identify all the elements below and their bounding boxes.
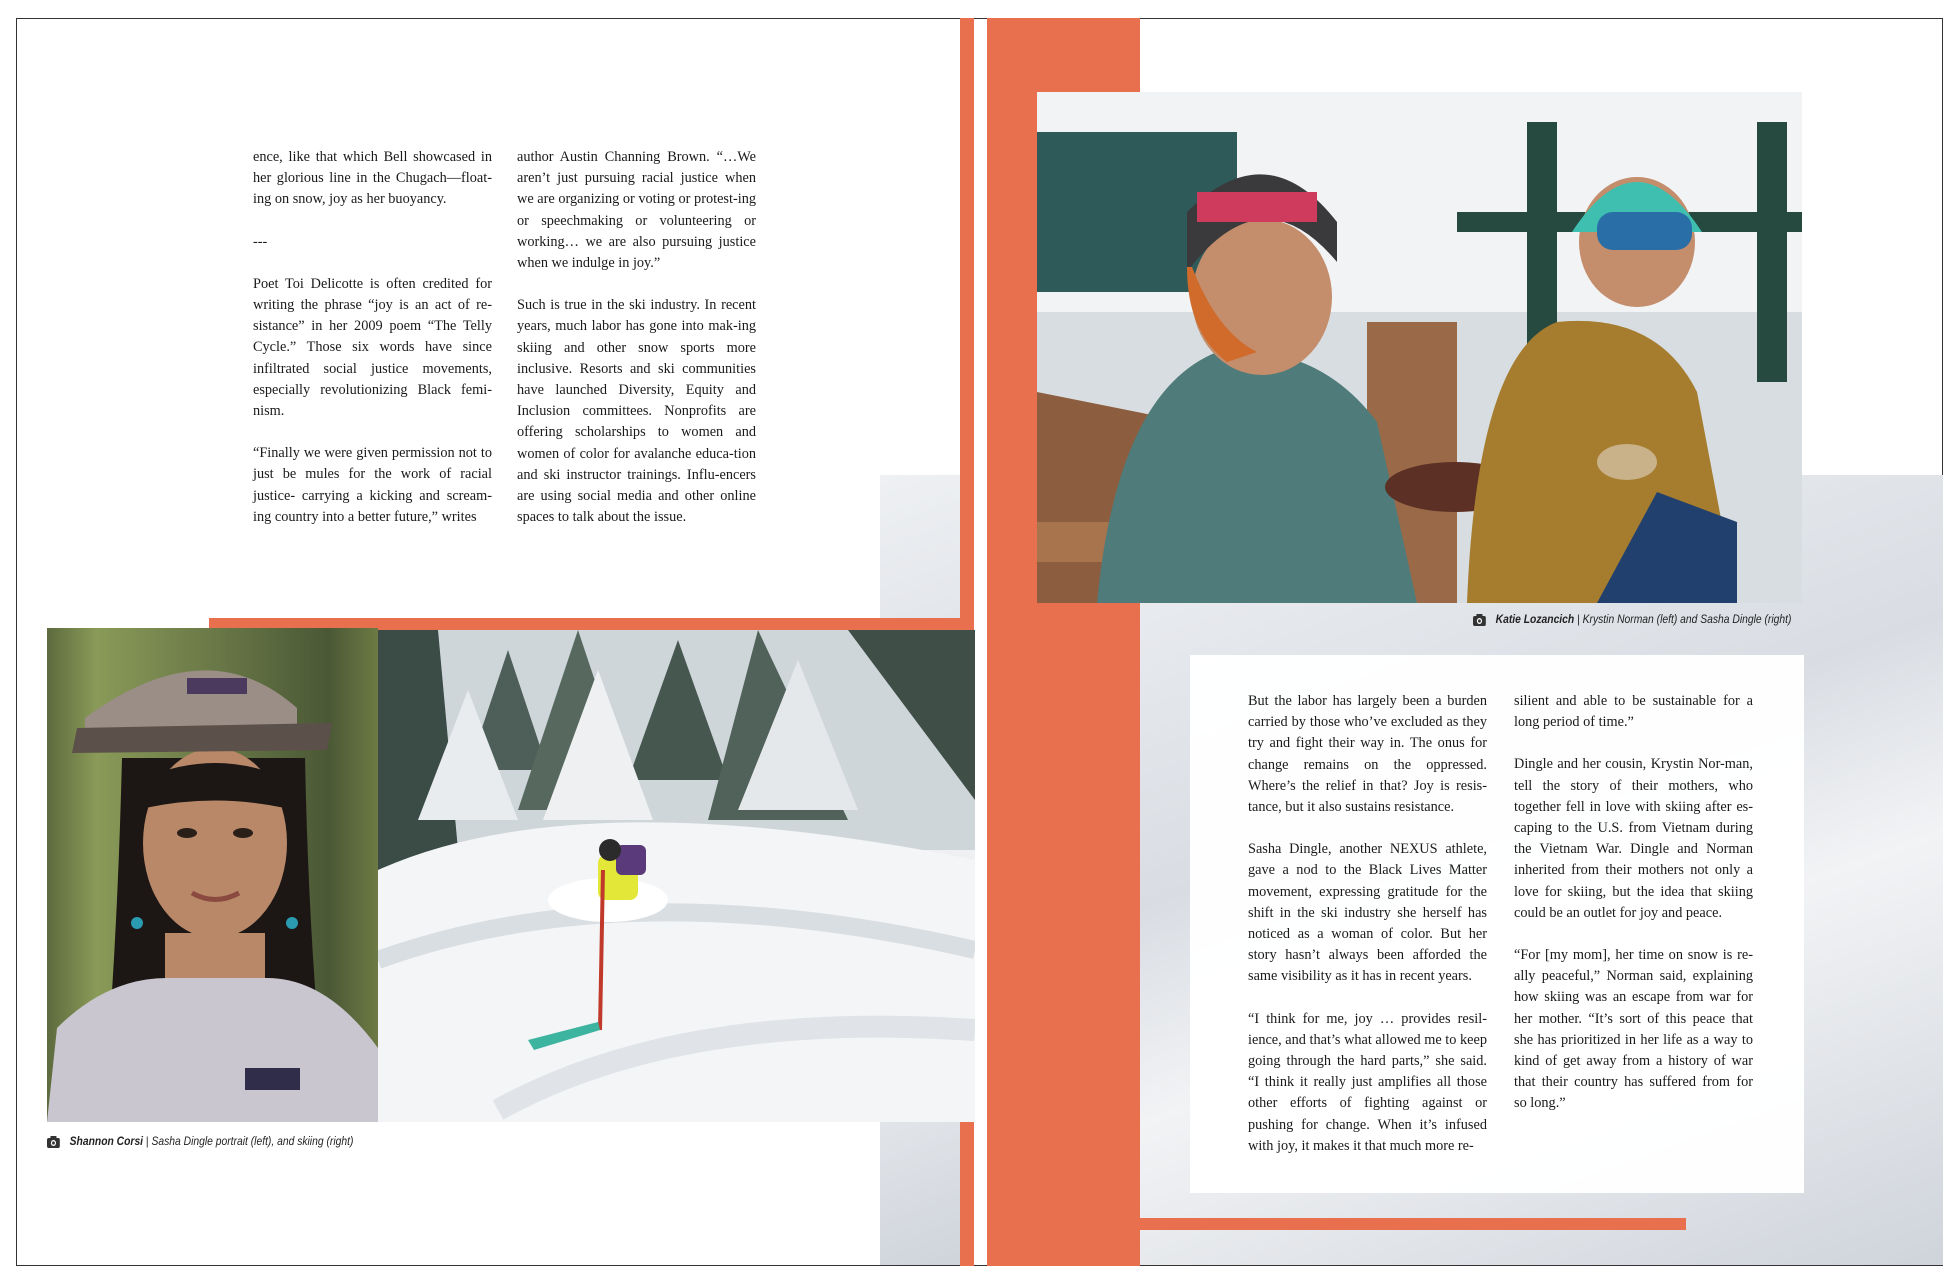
paragraph: ence, like that which Bell showcased in her glorious line in the Chugach—float-ing on snow, joy as her buoyancy. (253, 149, 492, 208)
accent-bar-vertical-1 (960, 18, 974, 618)
camera-icon (1473, 614, 1486, 626)
paragraph: Poet Toi Delicotte is often credited for writing the phrase “joy is an act of re-sistance” in her 2009 poem “The Telly Cycle.” Those six words have since infiltrated social justice movements, especially revolutionizing Black femi-nism. (253, 275, 492, 420)
section-divider: --- (253, 233, 268, 250)
photo-caption-left (47, 1134, 353, 1148)
portrait-photo (47, 628, 378, 1122)
caption-separator: | (145, 1134, 149, 1148)
accent-bar-horizontal-right (1140, 1218, 1686, 1230)
left-text-column-2 (517, 147, 756, 549)
paragraph: “For [my mom], her time on snow is re-ally peaceful,” Norman said, explaining how skiing was an escape from war for her mother. “It’s sort of this peace that she has prioritized in her life as a way to kind of get away from a history of war that their country has suffered from for so long.” (1514, 947, 1753, 1112)
paragraph: But the labor has largely been a burden carried by those who’ve excluded as they try and fight their way in. The onus for change remains on the oppressed. Where’s the relief in that? Joy is resis-tance, but it also sustains resistance. (1248, 693, 1487, 816)
paragraph: “Finally we were given permission not to just be mules for the work of racial justice- carrying a kicking and scream-ing country into a better future,” writes (253, 445, 492, 525)
skiing-photo (378, 630, 975, 1122)
portrait-illustration (47, 628, 378, 1122)
paragraph: “I think for me, joy … provides resil-ience, and that’s what allowed me to keep going through the hard parts,” she said. “I think it really just amplifies all those other efforts of fighting against or pushing for change. When it’s infused with joy, it makes it that much more re- (1248, 1010, 1487, 1154)
paragraph: Such is true in the ski industry. In recent years, much labor has gone into mak-ing skiing and other snow sports more inclusive. Resorts and ski communities have launched Diversity, Equity and Inclusion committees. Nonprofits are offering scholarships to women and women of color for avalanche educa-tion and ski instructor trainings. Influ-encers are using social media and other online spaces to talk about the issue. (517, 297, 756, 526)
caption-text: Sasha Dingle portrait (left), and skiing (right) (151, 1134, 354, 1148)
right-text-column-1 (1248, 691, 1487, 1178)
paragraph: author Austin Channing Brown. “…We aren’t just pursuing racial justice when we are organizing or voting or protest-ing or speechmaking or volunteering or working… we are also pursuing justice when we indulge in joy.” (517, 149, 756, 272)
camera-icon (47, 1136, 60, 1148)
skiing-illustration (378, 630, 975, 1122)
right-text-column-2 (1514, 691, 1753, 1136)
photo-credit: Katie Lozancich (1495, 612, 1575, 626)
photo-caption-right (1473, 612, 1791, 626)
lift-illustration (1037, 92, 1802, 603)
caption-separator: | (1577, 612, 1580, 626)
paragraph: Dingle and her cousin, Krystin Nor-man, tell the story of their mothers, who together fell in love with skiing after es-caping to the U.S. from Vietnam during the Vietnam War. Dingle and Norman inherited from their mothers not only a love for skiing, but the idea that skiing could be an outlet for joy and peace. (1514, 756, 1753, 921)
photo-credit: Shannon Corsi (69, 1134, 144, 1148)
paragraph: Sasha Dingle, another NEXUS athlete, gave a nod to the Black Lives Matter movement, expressing gratitude for the shift in the ski industry she herself has noticed as a woman of color. But her story hasn’t always been afforded the same visibility as it has in recent years. (1248, 841, 1487, 985)
left-text-column-1 (253, 147, 492, 549)
caption-text: Krystin Norman (left) and Sasha Dingle (right) (1582, 612, 1792, 626)
paragraph: silient and able to be sustainable for a long period of time.” (1514, 693, 1753, 731)
accent-bar-vertical-2 (960, 1122, 974, 1266)
lift-photo (1037, 92, 1802, 603)
